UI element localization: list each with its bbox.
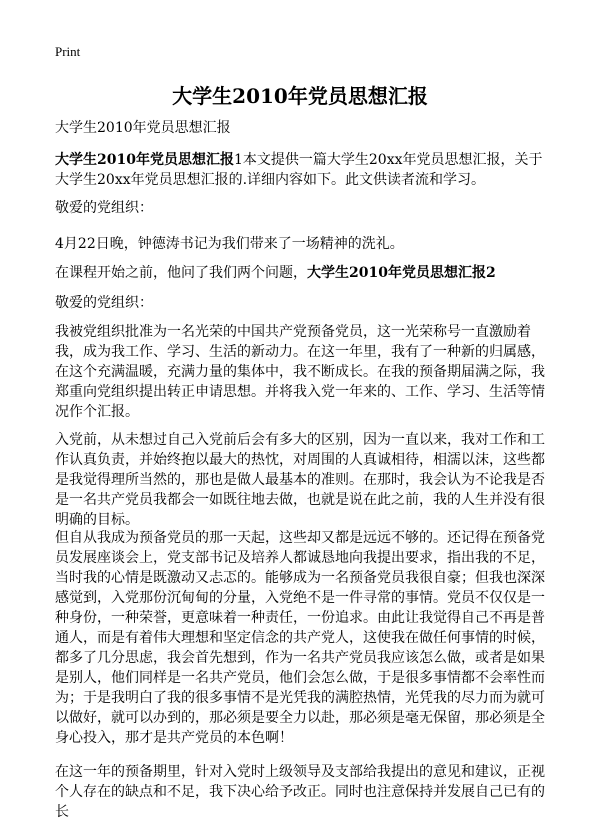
salutation-first: 敬爱的党组织：	[55, 200, 153, 216]
document-subtitle: 大学生2010年党员思想汇报	[55, 120, 231, 136]
lecture-line: 4月22日晚，钟德涛书记为我们带来了一场精神的洗礼。	[55, 236, 404, 252]
document-title: 大学生2010年党员思想汇报	[172, 84, 428, 108]
print-label[interactable]: Print	[55, 44, 81, 59]
paragraph-3: 但自从我成为预备党员的那一天起，这些却又都是远远不够的。还记得在预备党员发展座谈会上，党支部书记及培养人都诚恳地向我提出要求，指出我的不足，当时我的心情是既激动又忐忑的。能够成为一名预备党员我很自豪；但我也深深感觉到，入党那份沉甸甸的分量，入党绝不是一件寻常的事情。党员不仅仅是一种身份，一种荣誉，更意味着一种责任，一份追求。由此让我觉得自己不再是普通人，而是有着伟大理想和坚定信念的共产党人，这使我在做任何事情的时候，都多了几分思虑，我会首先想到，作为一名共产党员我应该怎么做，或者是如果是别人，他们同样是一名共产党员，他们会怎么做，于是很多事情都不会率性而为；于是我明白了我的很多事情不是光凭我的满腔热情，光凭我的尽力而为就可以做好，就可以办到的，那必须是要全力以赴，那必须是毫无保留，那必须是全身心投入，那才是共产党员的本色啊！	[55, 530, 545, 746]
intro-bold-heading: 大学生2010年党员思想汇报	[55, 152, 234, 168]
question-line-bold: 大学生2010年党员思想汇报2	[307, 265, 496, 281]
intro-paragraph	[55, 150, 547, 190]
paragraph-4: 在这一年的预备期里，针对入党时上级领导及支部给我提出的意见和建议，正视个人存在的缺点和不足，我下决心给予改正。同时也注意保持并发展自己已有的长	[55, 764, 545, 820]
question-line	[55, 263, 547, 283]
paragraph-2: 入党前，从未想过自己入党前后会有多大的区别，因为一直以来，我对工作和工作认真负责，并始终抱以最大的热忱，对周围的人真诚相待，相濡以沫，这些都是我觉得理所当然的，那也是做人最基本的准则。在那时，我会认为不论我是否是一名共产党员我都会一如既往地去做，也就是说在此之前，我的人生并没有很明确的目标。	[55, 432, 545, 528]
intro-text: 1本文提供一篇大学生20xx年党员思想汇报，关于大学生20xx年党员思想汇报的.详细内容如下。此文供读者流和学习。	[55, 152, 543, 188]
paragraph-1: 我被党组织批准为一名光荣的中国共产党预备党员，这一光荣称号一直激励着我，成为我工作、学习、生活的新动力。在这一年里，我有了一种新的归属感，在这个充满温暖，充满力量的集体中，我不断成长。在我的预备期届满之际，我郑重向党组织提出转正申请思想。并将我入党一年来的、工作、学习、生活等情况作个汇报。	[55, 324, 545, 420]
question-line-text: 在课程开始之前，他问了我们两个问题，	[55, 265, 307, 281]
salutation-second: 敬爱的党组织：	[55, 295, 153, 311]
